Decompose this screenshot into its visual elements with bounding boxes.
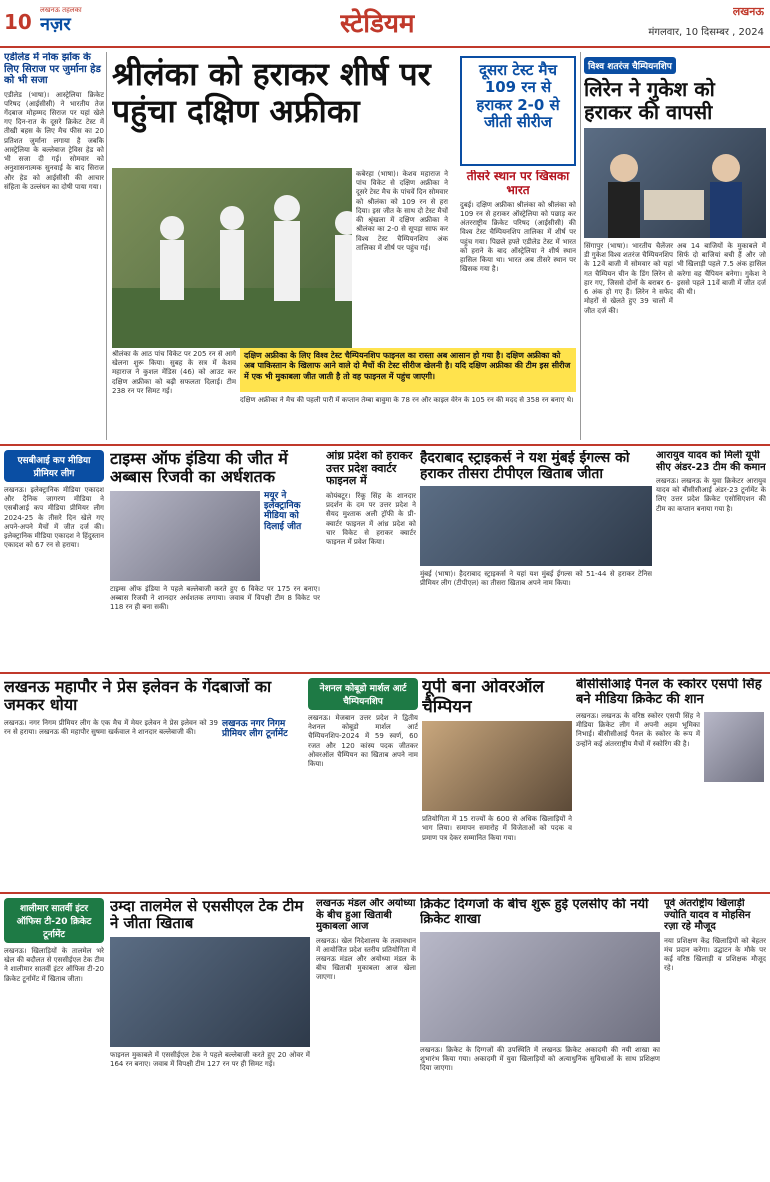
chess-board-icon xyxy=(584,128,766,238)
edition-city: लखनऊ xyxy=(732,5,764,18)
hyderabad-body: मुंबई (भाषा)। हैदराबाद स्ट्राइकर्स ने यहां यश मुंबई ईगल्स को 51-44 से हराकर टेनिस प्रीमियर लीग (टीपीएल) का तीसरा खिताब अपने नाम किया। xyxy=(420,570,652,588)
scel-body: फाइनल मुकाबले में एससीईएल टेक ने पहले बल्लेबाजी करते हुए 20 ओवर में 164 रन बनाए। जवाब में विपक्षी टीम 127 रन पर ही सिमट गई। xyxy=(110,1050,310,1068)
masthead xyxy=(0,0,770,48)
paper-logo xyxy=(40,6,130,40)
page-number: 10 xyxy=(4,10,32,34)
aryav-headline: आरायुव यादव को मिली यूपी सीए अंडर-23 टीम की कमान xyxy=(656,450,766,473)
academy-body: लखनऊ। क्रिकेट के दिग्गजों की उपस्थिति में लखनऊ क्रिकेट अकादमी की नयी शाखा का शुभारंभ किया गया। अकादमी में युवा खिलाड़ियों को अत्याधुनिक सुविधाओं के साथ प्रशिक्षण दिया जाएगा। xyxy=(420,1045,660,1073)
ayodhya-headline: लखनऊ मंडल और अयोध्या के बीच हुआ खिताबी मुकाबला आज xyxy=(316,898,416,932)
up-champion-story xyxy=(422,678,572,888)
side-story-headline: तीसरे स्थान पर खिसका भारत xyxy=(466,170,570,197)
hyderabad-headline: हैदराबाद स्ट्राइकर्स ने यश मुंबई ईगल्स को हराकर तीसरा टीपीएल खिताब जीता xyxy=(420,450,630,483)
scorer-portrait xyxy=(704,712,764,782)
up-champion-headline: यूपी बना ओवरऑल चैम्पियन xyxy=(422,678,545,717)
ap-story xyxy=(326,450,416,668)
shalimar-body: लखनऊ। खिलाड़ियों के तालमेल भरे खेल की बदौलत से एससीईएल टेक टीम ने शालीमार सातवीं इंटर ऑफिस टी-20 क्रिकेट टूर्नामेंट में खिताब जीता। xyxy=(4,947,104,983)
chess-story xyxy=(584,54,766,440)
academy-story xyxy=(420,898,660,1178)
chess-body-2: अब 14 बाजियों के मुकाबले में सिर्फ दो बाजियां बची हैं और जो भी खिलाड़ी पहले 7.5 अंक हासिल करेगा वह चैंपियन बनेगा। गुकेश ने इससे पहले 11वें बाजी में जीत दर्ज की थी। xyxy=(677,242,766,297)
ap-body: कोयंबटूर। रिंकू सिंह के शानदार प्रदर्शन के दम पर उत्तर प्रदेश ने सैयद मुश्ताक अली ट्रॉफी के प्री-क्वार्टर फाइनल में आंध्र प्रदेश को चार विकेट से हराकर क्वार्टर फाइनल में प्रवेश किया। xyxy=(326,491,416,547)
media-league-sidebar xyxy=(4,450,104,668)
press-eleven-story xyxy=(4,678,304,888)
side-story xyxy=(460,170,576,346)
shalimar-tag: शालीमार सातवीं इंटर ऑफिस टी-20 क्रिकेट टूर्नामेंट xyxy=(4,898,104,943)
main-body-2: श्रीलंका के आठ पांच विकेट पर 205 रन से आगे खेलना शुरू किया। सुबह के सत्र में केशव महाराज ने कुशल मेंडिस (46) को आउट कर दक्षिण अफ्रीका को बढ़ी सफलता दिलाई। टीम 238 रन पर सिमट गई। xyxy=(112,350,236,395)
section-rule xyxy=(0,892,770,894)
hyderabad-story xyxy=(420,450,652,668)
intl-players-story xyxy=(664,898,766,1178)
bcci-scorer-headline: बीसीसीआई पैनल के स्कोरर एसपी सिंह बने मीडिया क्रिकेट की शान xyxy=(576,678,762,707)
edition-date: मंगलवार, 10 दिसम्बर , 2024 xyxy=(648,27,764,38)
paper-logo-name: नज़र xyxy=(40,14,71,35)
toi-inset: मयूर ने इलेक्ट्रानिक मीडिया को दिलाई जीत xyxy=(264,490,302,532)
paper-logo-small: लखनऊ तहलका xyxy=(40,6,82,14)
ayodhya-body: लखनऊ। खेल निदेशालय के तत्वावधान में आयोजित प्रदेश स्तरीय प्रतियोगिता में लखनऊ मंडल और अयोध्या मंडल के बीच खिताबी मुकाबला आज खेला जाएगा। xyxy=(316,936,416,982)
intl-players-body: नया प्रशिक्षण केंद्र खिलाड़ियों को बेहतर मंच प्रदान करेगा। उद्घाटन के मौके पर कई वरिष्ठ खिलाड़ी व प्रशिक्षक मौजूद रहे। xyxy=(664,936,766,973)
section-rule xyxy=(0,672,770,674)
press-eleven-inset: लखनऊ नगर निगम प्रीमियर लीग टूर्नामेंट xyxy=(222,718,288,740)
media-league-tag: एसबीआई कप मीडिया प्रीमियर लीग xyxy=(4,450,104,482)
series-result-box: दूसरा टेस्ट मैच 109 रन से हराकर 2-0 से जीती सीरीज xyxy=(460,56,576,166)
main-body-3: दक्षिण अफ्रीका ने मैच की पहली पारी में कप्तान तेम्बा बावुमा के 78 रन और काइल वेरेन के 105 रन की मदद से 358 रन बनाए थे। xyxy=(240,396,574,404)
trophy-team-photo xyxy=(110,937,310,1047)
column-divider xyxy=(106,52,107,440)
side-story-body: दुबई। दक्षिण अफ्रीका श्रीलंका को श्रीलंका को 109 रन से हराकर ऑस्ट्रेलिया को पछाड़ कर अंतरराष्ट्रीय क्रिकेट परिषद (आईसीसी) की विश्व टेस्ट चैम्पियनशिप तालिका में शीर्ष पर पहुंच गया। पिछले हफ्ते एडीलेड टेस्ट में भारत को हराने के बाद ऑस्ट्रेलिया ने शीर्ष स्थान हासिल किया था। भारत अब तीसरे स्थान पर खिसक गया है। xyxy=(460,200,576,274)
main-headline: श्रीलंका को हराकर शीर्ष पर पहुंचा दक्षिण अफ्रीका xyxy=(112,56,431,130)
toi-headline: टाइम्स ऑफ इंडिया की जीत में अब्बास रिजवी का अर्धशतक xyxy=(110,450,288,487)
ayodhya-story xyxy=(316,898,416,1178)
main-body-1: कबेरहा (भाषा)। केशव महाराज ने पांच विकेट से दक्षिण अफ्रीका ने दूसरे टेस्ट मैच के पांचवें दिन सोमवार को श्रीलंका को 109 रन से हरा दिया। इस जीत के साथ दो टेस्ट मैचों की श्रृंखला में दक्षिण अफ्रीका ने श्रीलंका का 2-0 से सूपड़ा साफ कर विश्व टेस्ट चैम्पियनशिप अंक तालिका में शीर्ष पर पहुंच गई। xyxy=(352,168,452,348)
academy-inauguration-photo xyxy=(420,932,660,1042)
scel-story xyxy=(110,898,310,1178)
up-champion-body: प्रतियोगिता में 15 राज्यों के 600 से अधिक खिलाड़ियों ने भाग लिया। समापन समारोह में विजेताओं को पदक व प्रमाण पत्र देकर सम्मानित किया गया। xyxy=(422,815,572,842)
chess-kicker: विश्व शतरंज चैम्पियनशिप xyxy=(584,57,676,74)
section-rule xyxy=(0,444,770,446)
left-top-story xyxy=(4,52,104,440)
scel-headline: उम्दा तालमेल से एससीएल टेक टीम ने जीता खिताब xyxy=(110,898,304,933)
left-top-headline: एडीलेड में नोक झोंक के लिए सिराज पर जुर्माना हेड को भी सजा xyxy=(4,52,101,86)
left-top-body: एडीलेड (भाषा)। आस्ट्रेलिया क्रिकेट परिषद (आईसीसी) ने भारतीय तेज गेंदबाज मोहम्मद सिराज पर यहां खेले गए दिन-रात के दूसरे क्रिकेट टेस्ट में तीखी बहस के लिए मैच फीस का 20 प्रतिशत जुर्माना लगाया है जबकि आस्ट्रेलिया के बल्लेबाज ट्रेविस हेड को भी सजा दी गई। सोमवार को अनुशासनात्मक सुनवाई के बाद सिराज और हेड को आईसीसी की आचार संहिता के उल्लंघन का दोषी पाया गया। xyxy=(4,90,104,191)
main-caption: दक्षिण अफ्रीका के लिए विश्व टेस्ट चैम्पियनशिप फाइनल का रास्ता अब आसान हो गया है। दक्षिण अफ्रीका को अब पाकिस्तान के खिलाफ आने वाले दो मैचों की टेस्ट सीरीज खेलनी है। यदि दक्षिण अफ्रीका की टीम इस सीरीज में एक भी मुकाबला जीत जाती है तो वह फाइनल में पहुंच जाएगी। xyxy=(240,348,576,392)
chess-headline: लिरेन ने गुकेश को हराकर की वापसी xyxy=(584,77,715,124)
intl-players-headline: पूर्व अंतर्राष्ट्रीय खिलाड़ी ज्योति यादव व मोहसिन रज़ा रहे मौजूद xyxy=(664,898,751,932)
academy-headline: क्रिकेट दिग्गजों के बीच शुरू हुई एलसीए की नयी क्रिकेट शाखा xyxy=(420,898,649,927)
bcci-scorer-story xyxy=(576,678,766,888)
shalimar-sidebar xyxy=(4,898,104,1178)
toi-story xyxy=(110,450,320,668)
ap-headline: आंध्र प्रदेश को हराकर उत्तर प्रदेश क्वार्टर फाइनल में xyxy=(326,450,413,488)
toi-body: टाइम्स ऑफ इंडिया ने पहले बल्लेबाजी करते हुए 6 विकेट पर 175 रन बनाए। अब्बास रिजवी ने शानदार अर्धशतक लगाया। जवाब में विपक्षी टीम 8 विकेट पर 118 रन ही बना सकी। xyxy=(110,584,320,612)
karate-body: लखनऊ। मेजबान उत्तर प्रदेश ने द्वितीय नेशनल कोबूडो मार्शल आर्ट चैम्पियनशिप-2024 में 59 स्वर्ण, 60 रजत और 120 कांस्य पदक जीतकर ओवरऑल चैम्पियन का खिताब अपने नाम किया। xyxy=(308,714,418,769)
aryav-story xyxy=(656,450,766,668)
press-eleven-body: लखनऊ। नगर निगम प्रीमियर लीग के एक मैच में मेयर इलेवन ने प्रेस इलेवन को 39 रन से हराया। लखनऊ की महापौर सुषमा खर्कवाल ने शानदार बल्लेबाजी की। xyxy=(4,718,218,737)
toi-team-photo xyxy=(110,491,260,581)
aryav-body: लखनऊ। लखनऊ के युवा क्रिकेटर आरायुव यादव को बीसीसीआई अंडर-23 टूर्नामेंट के लिए उत्तर प्रदेश क्रिकेट एसोसिएशन की टीम का कप्तान बनाया गया है। xyxy=(656,477,766,513)
press-eleven-headline: लखनऊ महापौर ने प्रेस इलेवन के गेंदबाजों का जमकर धोया xyxy=(4,678,272,715)
bcci-scorer-body: लखनऊ। लखनऊ के वरिष्ठ स्कोरर एसपी सिंह ने मीडिया क्रिकेट लीग में अपनी अहम भूमिका निभाई। बीसीसीआई पैनल के स्कोरर के रूप में उन्होंने कई अंतरराष्ट्रीय मैचों में स्कोरिंग की है। xyxy=(576,711,700,748)
chess-body: सिंगापुर (भाषा)। भारतीय चैलेंजर डी गुकेश विश्व शतरंज चैम्पियनशिप के 12वें बाजी में सोमवार को यहां गत चैम्पियन चीन के डिंग लिरेन से हार गए, जिससे दोनों के बराबर 6-6 अंक हो गए हैं। लिरेन ने सफेद मोहरों से खेलते हुए 39 चालों में जीत दर्ज की। xyxy=(584,242,673,315)
karate-tag: नेशनल कोबूडो मार्शल आर्ट चैम्पियनशिप xyxy=(308,678,418,710)
karate-sidebar xyxy=(308,678,418,888)
chess-photo xyxy=(584,128,766,238)
section-title: स्टेडियम xyxy=(340,9,415,39)
tennis-team-photo xyxy=(420,486,652,566)
karate-group-photo xyxy=(422,721,572,811)
media-league-body: लखनऊ। इलेक्ट्रानिक मीडिया एकादश और दैनिक जागरण मीडिया ने एसबीआई कप मीडिया प्रीमियर लीग 2024-25 के तीसरे दिन खेले गए अपने-अपने मैचों में जीत दर्ज की। इलेक्ट्रानिक मीडिया एकादश ने हिंदुस्तान एकादश को 67 रन से हराया। xyxy=(4,486,104,550)
column-divider xyxy=(580,52,581,440)
